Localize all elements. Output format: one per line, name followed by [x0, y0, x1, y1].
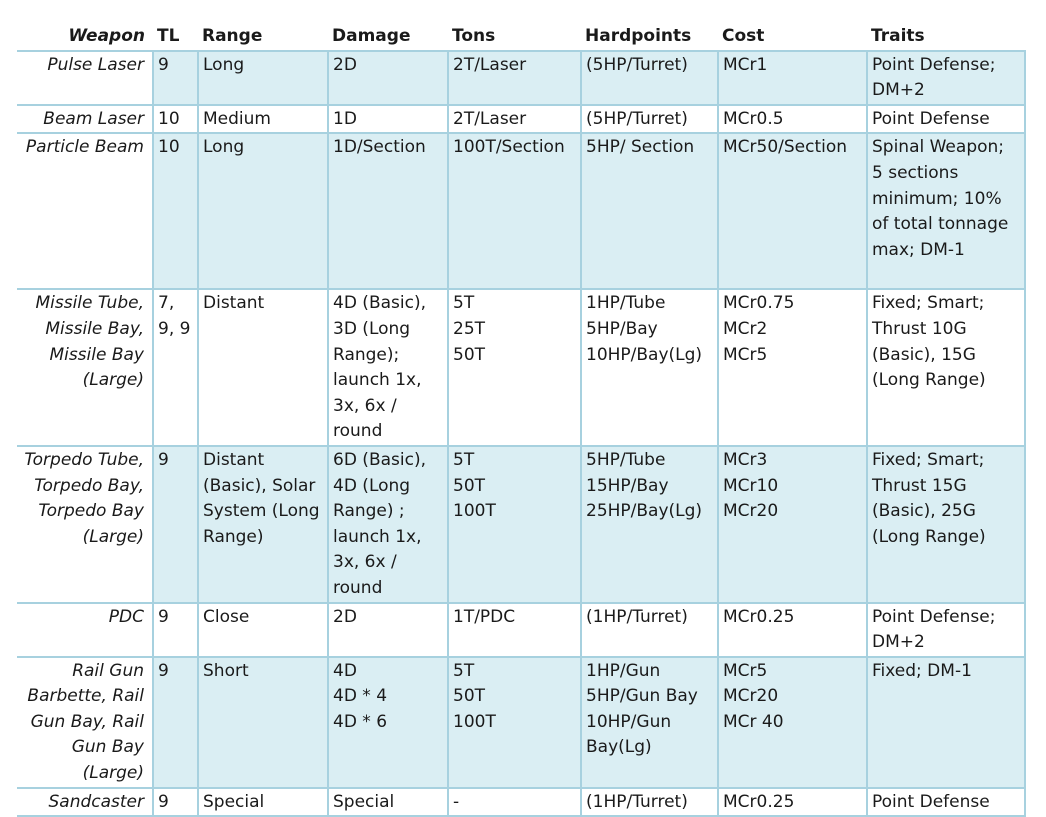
cell-hardpoints: (1HP/Turret) [581, 603, 718, 657]
cell-hardpoints: 5HP/Tube 15HP/Bay 25HP/Bay(Lg) [581, 446, 718, 603]
cell-range: Short [198, 657, 328, 788]
header-traits: Traits [871, 26, 925, 46]
table-row [17, 105, 1025, 134]
cell-traits: Point Defense; DM+2 [867, 603, 1025, 657]
cell-traits: Point Defense; DM+2 [867, 51, 1025, 105]
cell-weapon: Beam Laser [17, 105, 153, 134]
header-row [17, 22, 1025, 51]
cell-traits: Point Defense [867, 105, 1025, 134]
cell-cost: MCr3 MCr10 MCr20 [718, 446, 867, 603]
cell-damage: 1D/Section [328, 133, 448, 289]
cell-weapon: Sandcaster [17, 788, 153, 817]
cell-hardpoints: 1HP/Tube 5HP/Bay 10HP/Bay(Lg) [581, 289, 718, 446]
cell-damage: 4D (Basic), 3D (Long Range); launch 1x, 3x, 6x / round [328, 289, 448, 446]
cell-traits: Point Defense [867, 788, 1025, 817]
cell-cost: MCr5 MCr20 MCr 40 [718, 657, 867, 788]
cell-tl: 9 [153, 446, 198, 603]
cell-cost: MCr0.25 [718, 788, 867, 817]
cell-hardpoints: 1HP/Gun 5HP/Gun Bay 10HP/Gun Bay(Lg) [581, 657, 718, 788]
cell-range: Long [198, 51, 328, 105]
cell-traits: Fixed; Smart; Thrust 10G (Basic), 15G (Long Range) [867, 289, 1025, 446]
header-damage: Damage [332, 26, 411, 46]
cell-range: Distant [198, 289, 328, 446]
cell-tons: - [448, 788, 581, 817]
cell-tons: 100T/Section [448, 133, 581, 289]
cell-tons: 5T 25T 50T [448, 289, 581, 446]
cell-range: Long [198, 133, 328, 289]
table-row [17, 51, 1025, 105]
cell-tl: 9 [153, 51, 198, 105]
cell-weapon: Missile Tube, Missile Bay, Missile Bay (Large) [17, 289, 153, 446]
header-range: Range [202, 26, 263, 46]
cell-weapon: PDC [17, 603, 153, 657]
cell-cost: MCr50/Section [718, 133, 867, 289]
cell-damage: 4D 4D * 4 4D * 6 [328, 657, 448, 788]
cell-cost: MCr0.5 [718, 105, 867, 134]
cell-hardpoints: 5HP/ Section [581, 133, 718, 289]
header-tons: Tons [452, 26, 496, 46]
header-hardpoints: Hardpoints [585, 26, 692, 46]
cell-damage: 6D (Basic), 4D (Long Range) ; launch 1x, 3x, 6x / round [328, 446, 448, 603]
cell-hardpoints: (5HP/Turret) [581, 51, 718, 105]
table-row [17, 657, 1025, 788]
cell-tons: 2T/Laser [448, 51, 581, 105]
cell-tl: 9 [153, 603, 198, 657]
cell-tl: 10 [153, 105, 198, 134]
header-weapon: Weapon [68, 26, 145, 46]
cell-damage: Special [328, 788, 448, 817]
cell-damage: 1D [328, 105, 448, 134]
cell-tl: 7, 9, 9 [153, 289, 198, 446]
cell-weapon: Pulse Laser [17, 51, 153, 105]
cell-range: Close [198, 603, 328, 657]
table-row [17, 446, 1025, 603]
cell-tons: 2T/Laser [448, 105, 581, 134]
cell-weapon: Rail Gun Barbette, Rail Gun Bay, Rail Gun Bay (Large) [17, 657, 153, 788]
cell-traits: Spinal Weapon; 5 sections minimum; 10% of total tonnage max; DM-1 [867, 133, 1025, 289]
cell-damage: 2D [328, 603, 448, 657]
header-tl: TL [157, 26, 180, 46]
cell-cost: MCr1 [718, 51, 867, 105]
weapons-table [17, 22, 1026, 817]
cell-tl: 9 [153, 657, 198, 788]
header-cost: Cost [722, 26, 765, 46]
cell-tl: 9 [153, 788, 198, 817]
cell-cost: MCr0.25 [718, 603, 867, 657]
table-row [17, 289, 1025, 446]
cell-range: Special [198, 788, 328, 817]
cell-tons: 1T/PDC [448, 603, 581, 657]
cell-cost: MCr0.75 MCr2 MCr5 [718, 289, 867, 446]
cell-tons: 5T 50T 100T [448, 446, 581, 603]
table-row [17, 788, 1025, 817]
cell-hardpoints: (5HP/Turret) [581, 105, 718, 134]
cell-range: Medium [198, 105, 328, 134]
cell-hardpoints: (1HP/Turret) [581, 788, 718, 817]
table-row [17, 603, 1025, 657]
cell-range: Distant (Basic), Solar System (Long Range) [198, 446, 328, 603]
cell-traits: Fixed; DM-1 [867, 657, 1025, 788]
cell-tl: 10 [153, 133, 198, 289]
cell-damage: 2D [328, 51, 448, 105]
cell-traits: Fixed; Smart; Thrust 15G (Basic), 25G (Long Range) [867, 446, 1025, 603]
cell-weapon: Particle Beam [17, 133, 153, 289]
table-row [17, 133, 1025, 289]
cell-weapon: Torpedo Tube, Torpedo Bay, Torpedo Bay (Large) [17, 446, 153, 603]
cell-tons: 5T 50T 100T [448, 657, 581, 788]
